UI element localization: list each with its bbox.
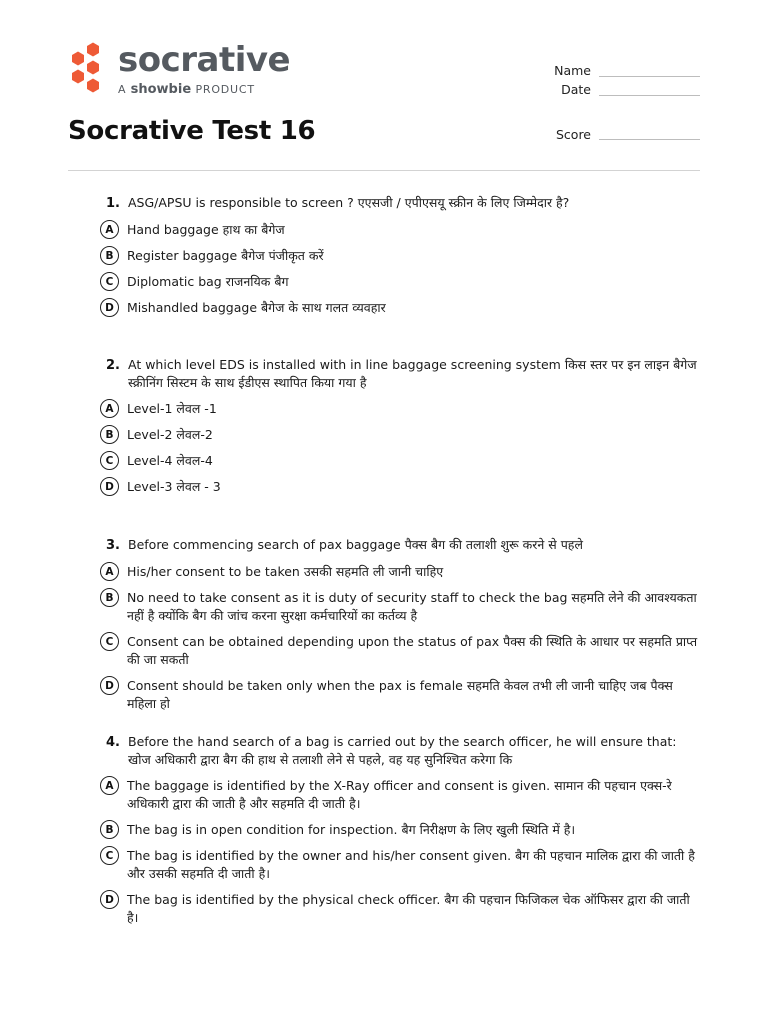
question-4 <box>100 733 700 927</box>
page-header <box>0 0 768 172</box>
option-letter: A <box>100 776 119 795</box>
option-a[interactable] <box>100 777 700 813</box>
option-text: Hand baggage हाथ का बैगेज <box>127 222 285 237</box>
option-d[interactable] <box>100 891 700 927</box>
option-text: The bag is identified by the physical check officer. बैग की पहचान फिजिकल चेक ऑफिसर द्वारा की जाती है। <box>127 892 690 925</box>
date-field[interactable] <box>599 95 700 96</box>
name-label: Name <box>554 63 591 78</box>
option-a[interactable] <box>100 563 700 581</box>
question-text: At which level EDS is installed with in line baggage screening system किस स्तर पर इन लाइन बैगेज स्क्रीनिंग सिस्टम के साथ ईडीएस स्थापित किया गया है <box>128 357 697 390</box>
option-letter: D <box>100 477 119 496</box>
option-text: Level-3 लेवल - 3 <box>127 479 221 494</box>
option-d[interactable] <box>100 677 700 713</box>
question-number: 1. <box>106 196 120 211</box>
question-3 <box>100 536 700 713</box>
question-text: Before commencing search of pax baggage पैक्स बैग की तलाशी शुरू करने से पहले <box>128 537 583 552</box>
question-2 <box>100 356 700 496</box>
option-b[interactable] <box>100 247 700 265</box>
option-letter: D <box>100 298 119 317</box>
option-text: His/her consent to be taken उसकी सहमति ली जानी चाहिए <box>127 564 444 579</box>
header-divider <box>68 170 700 171</box>
option-b[interactable] <box>100 426 700 444</box>
option-letter: A <box>100 399 119 418</box>
option-a[interactable] <box>100 221 700 239</box>
option-b[interactable] <box>100 589 700 625</box>
brand-tagline <box>118 82 255 97</box>
option-text: Consent can be obtained depending upon the status of pax पैक्स की स्थिति के आधार पर सहमति प्राप्त की जा सकती <box>127 634 698 667</box>
name-field[interactable] <box>599 76 700 77</box>
brand-name: socrative <box>118 40 291 80</box>
option-letter: D <box>100 676 119 695</box>
option-c[interactable] <box>100 452 700 470</box>
option-letter: D <box>100 890 119 909</box>
option-text: Mishandled baggage बैगेज के साथ गलत व्यवहार <box>127 300 386 315</box>
question-text: Before the hand search of a bag is carried out by the search officer, he will ensure that: खोज अधिकारी द्वारा बैग की हाथ से तलाशी लेने से पहले, वह यह सुनिश्चित करेगा कि <box>128 734 677 767</box>
option-c[interactable] <box>100 847 700 883</box>
option-c[interactable] <box>100 273 700 291</box>
score-field[interactable] <box>599 139 700 140</box>
option-letter: C <box>100 272 119 291</box>
option-text: Level-4 लेवल-4 <box>127 453 213 468</box>
tagline-prefix: A <box>118 83 127 96</box>
option-text: Consent should be taken only when the pax is female सहमति केवल तभी ली जानी चाहिए जब पैक्स महिला हो <box>127 678 673 711</box>
hexagon-logo-icon <box>66 42 110 96</box>
date-label: Date <box>561 82 591 97</box>
tagline-brand: showbie <box>130 82 192 97</box>
option-letter: C <box>100 451 119 470</box>
socrative-logo <box>66 42 306 102</box>
tagline-suffix: PRODUCT <box>195 83 255 96</box>
page-title: Socrative Test 16 <box>68 116 316 146</box>
option-letter: A <box>100 562 119 581</box>
option-d[interactable] <box>100 478 700 496</box>
option-letter: C <box>100 632 119 651</box>
option-text: Level-2 लेवल-2 <box>127 427 213 442</box>
option-text: The baggage is identified by the X-Ray officer and consent is given. सामान की पहचान एक्स-रे अधिकारी द्वारा की जाती है और सहमति दी जाती है। <box>127 778 672 811</box>
option-letter: C <box>100 846 119 865</box>
option-text: No need to take consent as it is duty of security staff to check the bag सहमति लेने की आवश्यकता नहीं है क्योंकि बैग की जांच करना सुरक्षा कर्मचारियों का कर्तव्य है <box>127 590 697 623</box>
option-text: The bag is in open condition for inspection. बैग निरीक्षण के लिए खुली स्थिति में है। <box>127 822 576 837</box>
option-letter: A <box>100 220 119 239</box>
option-letter: B <box>100 588 119 607</box>
question-number: 2. <box>106 358 120 373</box>
option-letter: B <box>100 820 119 839</box>
option-text: Diplomatic bag राजनयिक बैग <box>127 274 289 289</box>
option-b[interactable] <box>100 821 700 839</box>
option-a[interactable] <box>100 400 700 418</box>
score-label: Score <box>555 127 591 142</box>
option-text: Register baggage बैगेज पंजीकृत करें <box>127 248 324 263</box>
question-1 <box>100 194 700 317</box>
option-text: Level-1 लेवल -1 <box>127 401 217 416</box>
option-letter: B <box>100 425 119 444</box>
question-number: 3. <box>106 538 120 553</box>
option-c[interactable] <box>100 633 700 669</box>
question-text: ASG/APSU is responsible to screen ? एएसजी / एपीएसयू स्क्रीन के लिए जिम्मेदार है? <box>128 195 570 210</box>
question-number: 4. <box>106 735 120 750</box>
option-letter: B <box>100 246 119 265</box>
option-d[interactable] <box>100 299 700 317</box>
option-text: The bag is identified by the owner and his/her consent given. बैग की पहचान मालिक द्वारा की जाती है और उसकी सहमति दी जाती है। <box>127 848 695 881</box>
